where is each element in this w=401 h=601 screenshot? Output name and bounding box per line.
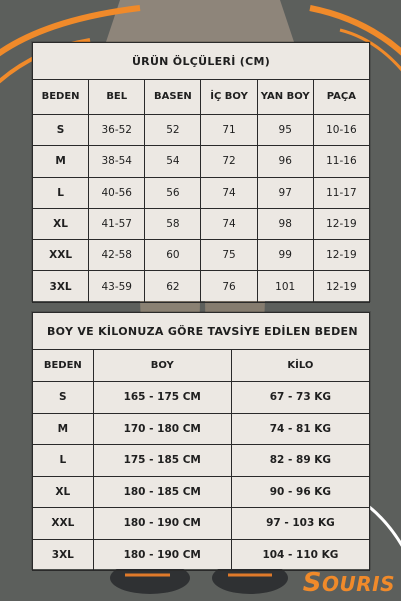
cell-paca: 11-16: [313, 146, 369, 177]
cell-paca: 10-16: [313, 115, 369, 146]
header-boy: BOY: [93, 350, 231, 382]
cell-ic-boy: 72: [201, 146, 257, 177]
cell-basen: 60: [145, 240, 201, 271]
cell-kilo: 97 - 103 KG: [231, 508, 369, 540]
cell-boy: 165 - 175 CM: [93, 382, 231, 414]
cell-yan-boy: 97: [257, 177, 313, 208]
table-row: [33, 508, 370, 540]
table-header-row: [33, 80, 370, 115]
table-row: [33, 539, 370, 571]
table-row: [33, 271, 370, 302]
table-row: [33, 177, 370, 208]
cell-basen: 54: [145, 146, 201, 177]
cell-bel: 43-59: [89, 271, 145, 302]
cell-size: L: [33, 445, 94, 477]
cell-size: 3XL: [33, 271, 89, 302]
product-measurements-title: ÜRÜN ÖLÇÜLERİ (CM): [32, 42, 370, 79]
cell-size: XXL: [33, 508, 94, 540]
cell-boy: 170 - 180 CM: [93, 413, 231, 445]
cell-yan-boy: 98: [257, 208, 313, 239]
souris-logo: SOURIS: [302, 568, 395, 598]
cell-ic-boy: 76: [201, 271, 257, 302]
cell-bel: 38-54: [89, 146, 145, 177]
table-row: [33, 382, 370, 414]
cell-kilo: 82 - 89 KG: [231, 445, 369, 477]
table-row: [33, 476, 370, 508]
cell-paca: 11-17: [313, 177, 369, 208]
cell-bel: 42-58: [89, 240, 145, 271]
cell-boy: 180 - 185 CM: [93, 476, 231, 508]
cell-size: XL: [33, 208, 89, 239]
cell-ic-boy: 74: [201, 208, 257, 239]
header-ic-boy: İÇ BOY: [201, 80, 257, 115]
cell-boy: 175 - 185 CM: [93, 445, 231, 477]
table-row: [33, 115, 370, 146]
cell-kilo: 67 - 73 KG: [231, 382, 369, 414]
cell-yan-boy: 101: [257, 271, 313, 302]
recommended-size-title: BOY VE KİLONUZA GÖRE TAVSİYE EDİLEN BEDEN: [32, 312, 370, 349]
table-row: [33, 240, 370, 271]
cell-size: XL: [33, 476, 94, 508]
product-measurements-table: [32, 79, 370, 303]
cell-bel: 40-56: [89, 177, 145, 208]
cell-boy: 180 - 190 CM: [93, 508, 231, 540]
cell-size: S: [33, 382, 94, 414]
cell-ic-boy: 74: [201, 177, 257, 208]
header-beden: BEDEN: [33, 350, 94, 382]
cell-basen: 52: [145, 115, 201, 146]
cell-size: S: [33, 115, 89, 146]
cell-paca: 12-19: [313, 208, 369, 239]
cell-paca: 12-19: [313, 271, 369, 302]
cell-paca: 12-19: [313, 240, 369, 271]
cell-yan-boy: 95: [257, 115, 313, 146]
cell-size: XXL: [33, 240, 89, 271]
header-yan-boy: YAN BOY: [257, 80, 313, 115]
table-row: [33, 208, 370, 239]
cell-kilo: 90 - 96 KG: [231, 476, 369, 508]
cell-kilo: 74 - 81 KG: [231, 413, 369, 445]
table-row: [33, 445, 370, 477]
product-measurements-card: [32, 42, 370, 301]
recommended-size-card: [32, 312, 370, 569]
cell-size: 3XL: [33, 539, 94, 571]
header-kilo: KİLO: [231, 350, 369, 382]
header-bel: BEL: [89, 80, 145, 115]
cell-size: L: [33, 177, 89, 208]
header-basen: BASEN: [145, 80, 201, 115]
cell-boy: 180 - 190 CM: [93, 539, 231, 571]
table-row: [33, 413, 370, 445]
cell-yan-boy: 99: [257, 240, 313, 271]
cell-basen: 58: [145, 208, 201, 239]
header-beden: BEDEN: [33, 80, 89, 115]
cell-kilo: 104 - 110 KG: [231, 539, 369, 571]
cell-bel: 41-57: [89, 208, 145, 239]
recommended-size-table: [32, 349, 370, 571]
table-row: [33, 146, 370, 177]
table-header-row: [33, 350, 370, 382]
cell-ic-boy: 71: [201, 115, 257, 146]
cell-basen: 62: [145, 271, 201, 302]
cell-basen: 56: [145, 177, 201, 208]
cell-size: M: [33, 413, 94, 445]
cell-yan-boy: 96: [257, 146, 313, 177]
cell-bel: 36-52: [89, 115, 145, 146]
cell-ic-boy: 75: [201, 240, 257, 271]
cell-size: M: [33, 146, 89, 177]
header-paca: PAÇA: [313, 80, 369, 115]
